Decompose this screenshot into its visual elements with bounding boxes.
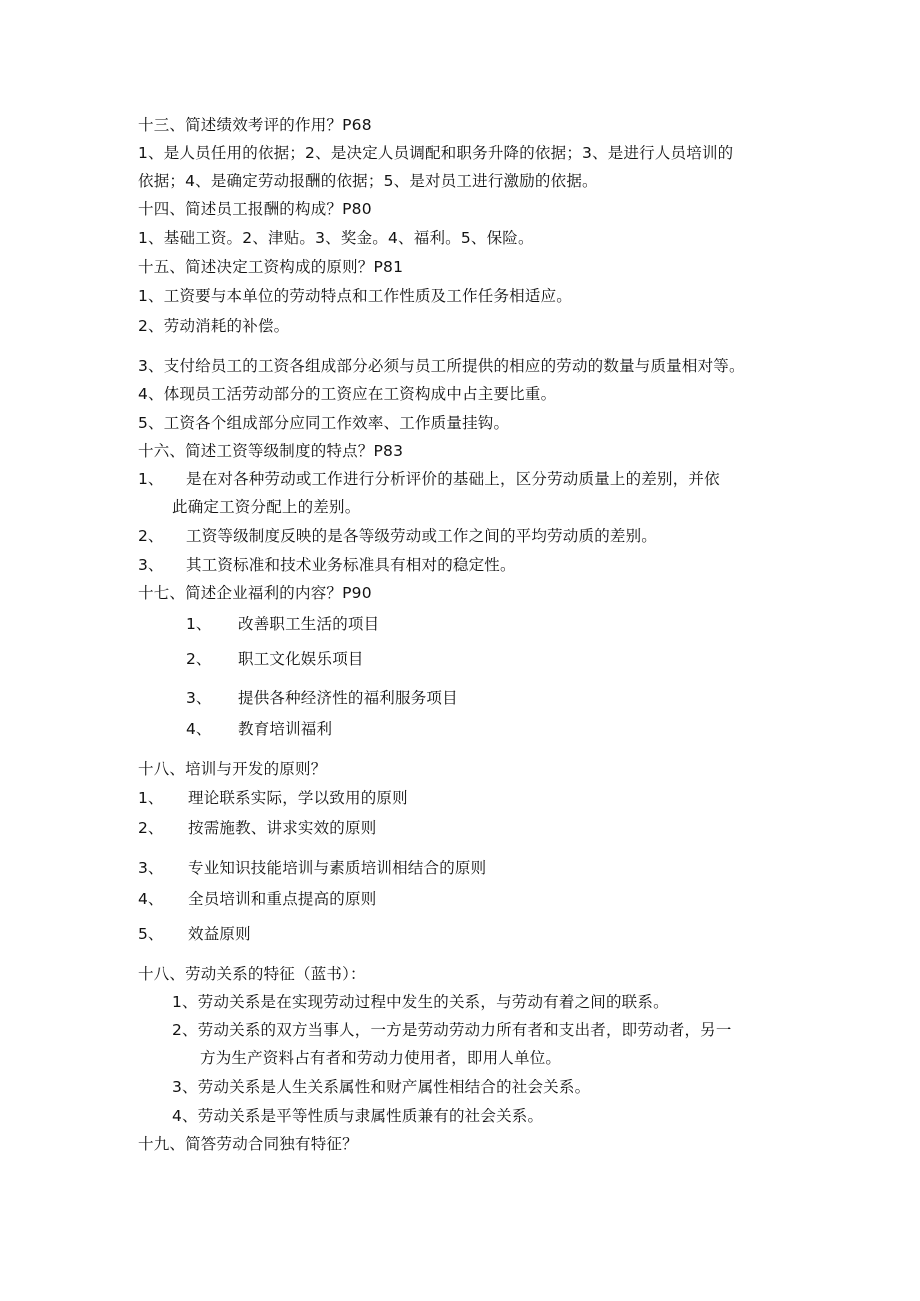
section-18a-item-5-text: 效益原则 bbox=[188, 925, 251, 943]
section-14-line-1: 1、基础工资。2、津贴。3、奖金。4、福利。5、保险。 bbox=[138, 229, 534, 247]
section-17-item-4-number: 4、 bbox=[186, 720, 212, 738]
section-16-item-3-number: 3、 bbox=[138, 556, 164, 574]
section-15-item-5: 5、工资各个组成部分应同工作效率、工作质量挂钩。 bbox=[138, 414, 510, 432]
section-18b-item-4: 4、劳动关系是平等性质与隶属性质兼有的社会关系。 bbox=[172, 1107, 544, 1125]
section-15-item-2: 2、劳动消耗的补偿。 bbox=[138, 317, 290, 335]
section-17-item-3-number: 3、 bbox=[186, 689, 212, 707]
section-18a-item-4-number: 4、 bbox=[138, 890, 164, 908]
section-18b-item-3: 3、劳动关系是人生关系属性和财产属性相结合的社会关系。 bbox=[172, 1078, 591, 1096]
section-13-line-2: 依据；4、是确定劳动报酬的依据；5、是对员工进行激励的依据。 bbox=[138, 172, 598, 190]
section-18a-item-3-text: 专业知识技能培训与素质培训相结合的原则 bbox=[188, 859, 487, 877]
section-15-item-3: 3、支付给员工的工资各组成部分必须与员工所提供的相应的劳动的数量与质量相对等。 bbox=[138, 357, 745, 375]
section-17-item-2-text: 职工文化娱乐项目 bbox=[238, 650, 364, 668]
section-19-heading: 十九、简答劳动合同独有特征？ bbox=[138, 1135, 358, 1153]
section-18a-item-2-number: 2、 bbox=[138, 819, 164, 837]
section-16-item-1-number: 1、 bbox=[138, 470, 164, 488]
section-16-item-2-number: 2、 bbox=[138, 527, 164, 545]
section-17-heading: 十七、简述企业福利的内容？P90 bbox=[138, 584, 372, 602]
section-17-item-1-number: 1、 bbox=[186, 615, 212, 633]
section-18b-heading: 十八、劳动关系的特征（蓝书）： bbox=[138, 965, 366, 983]
section-14-heading: 十四、简述员工报酬的构成？P80 bbox=[138, 200, 372, 218]
section-18a-item-2-text: 按需施教、讲求实效的原则 bbox=[188, 819, 377, 837]
section-17-item-4-text: 教育培训福利 bbox=[238, 720, 333, 738]
section-15-heading: 十五、简述决定工资构成的原则？P81 bbox=[138, 258, 404, 276]
section-17-item-1-text: 改善职工生活的项目 bbox=[238, 615, 380, 633]
section-17-item-2-number: 2、 bbox=[186, 650, 212, 668]
section-18a-item-3-number: 3、 bbox=[138, 859, 164, 877]
section-18a-heading: 十八、培训与开发的原则？ bbox=[138, 760, 327, 778]
section-16-heading: 十六、简述工资等级制度的特点？P83 bbox=[138, 442, 404, 460]
section-16-item-1-text: 是在对各种劳动或工作进行分析评价的基础上，区分劳动质量上的差别，并依 bbox=[186, 470, 720, 488]
section-18b-item-2-continuation: 方为生产资料占有者和劳动力使用者，即用人单位。 bbox=[200, 1049, 562, 1067]
section-16-item-3-text: 其工资标准和技术业务标准具有相对的稳定性。 bbox=[186, 556, 516, 574]
section-18a-item-5-number: 5、 bbox=[138, 925, 164, 943]
section-15-item-1: 1、工资要与本单位的劳动特点和工作性质及工作任务相适应。 bbox=[138, 287, 572, 305]
section-15-item-4: 4、体现员工活劳动部分的工资应在工资构成中占主要比重。 bbox=[138, 385, 557, 403]
section-13-line-1: 1、是人员任用的依据；2、是决定人员调配和职务升降的依据；3、是进行人员培训的 bbox=[138, 144, 734, 162]
section-16-item-1-continuation: 此确定工资分配上的差别。 bbox=[172, 498, 361, 516]
section-16-item-2-text: 工资等级制度反映的是各等级劳动或工作之间的平均劳动质的差别。 bbox=[186, 527, 658, 545]
section-18a-item-1-number: 1、 bbox=[138, 789, 164, 807]
section-17-item-3-text: 提供各种经济性的福利服务项目 bbox=[238, 689, 458, 707]
section-18b-item-2: 2、劳动关系的双方当事人，一方是劳动劳动力所有者和支出者，即劳动者，另一 bbox=[172, 1021, 732, 1039]
section-18a-item-1-text: 理论联系实际，学以致用的原则 bbox=[188, 789, 408, 807]
section-13-heading: 十三、简述绩效考评的作用？P68 bbox=[138, 116, 372, 134]
section-18a-item-4-text: 全员培训和重点提高的原则 bbox=[188, 890, 377, 908]
section-18b-item-1: 1、劳动关系是在实现劳动过程中发生的关系，与劳动有着之间的联系。 bbox=[172, 993, 669, 1011]
